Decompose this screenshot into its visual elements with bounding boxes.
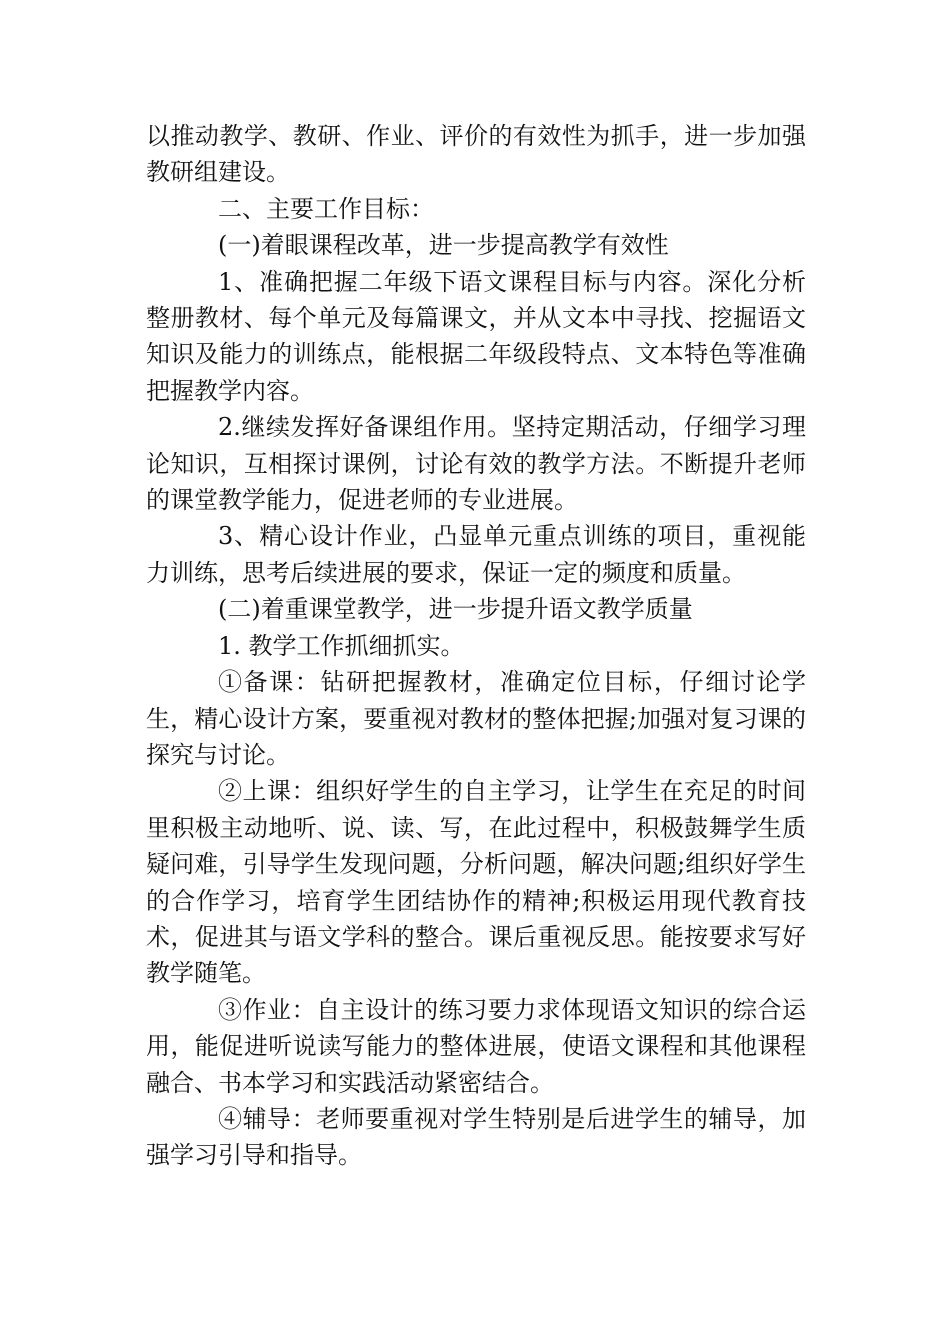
paragraph-lesson-prep: ①备课：钻研把握教材，准确定位目标，仔细讨论学生，精心设计方案，要重视对教材的整体把握;加强对复习课的探究与讨论。 bbox=[146, 668, 806, 769]
paragraph-item-3: 3、精心设计作业，凸显单元重点训练的项目，重视能力训练，思考后续进展的要求，保证一定的频度和质量。 bbox=[146, 522, 806, 587]
section-heading-main-goals: 二、主要工作目标： bbox=[218, 194, 434, 223]
subsection-heading-curriculum: (一)着眼课程改革，进一步提高教学有效性 bbox=[218, 231, 669, 260]
paragraph-class-teaching: ②上课：组织好学生的自主学习，让学生在充足的时间里积极主动地听、说、读、写，在此过程中，积极鼓舞学生质疑问难，引导学生发现问题，分析问题，解决问题;组织好学生的合作学习，培育学生团结协作的精神;积极运用现代教育技术，促进其与语文学科的整合。课后重视反思。能按要求写好教学随笔。 bbox=[146, 777, 806, 988]
paragraph-teaching-work: 1. 教学工作抓细抓实。 bbox=[218, 631, 465, 660]
paragraph-item-2: 2.继续发挥好备课组作用。坚持定期活动，仔细学习理论知识，互相探讨课例，讨论有效的教学方法。不断提升老师的课堂教学能力，促进老师的专业进展。 bbox=[146, 413, 806, 515]
paragraph-homework: ③作业：自主设计的练习要力求体现语文知识的综合运用，能促进听说读写能力的整体进展，使语文课程和其他课程融合、书本学习和实践活动紧密结合。 bbox=[146, 995, 806, 1097]
body-text bbox=[146, 118, 806, 1174]
paragraph-item-1: 1、准确把握二年级下语文课程目标与内容。深化分析整册教材、每个单元及每篇课文，并从文本中寻找、挖掘语文知识及能力的训练点，能根据二年级段特点、文本特色等准确把握教学内容。 bbox=[146, 267, 806, 405]
subsection-heading-classroom: (二)着重课堂教学，进一步提升语文教学质量 bbox=[218, 595, 693, 624]
paragraph-tutoring: ④辅导：老师要重视对学生特别是后进学生的辅导，加强学习引导和指导。 bbox=[146, 1104, 806, 1170]
intro-paragraph: 以推动教学、教研、作业、评价的有效性为抓手，进一步加强教研组建设。 bbox=[146, 122, 806, 187]
